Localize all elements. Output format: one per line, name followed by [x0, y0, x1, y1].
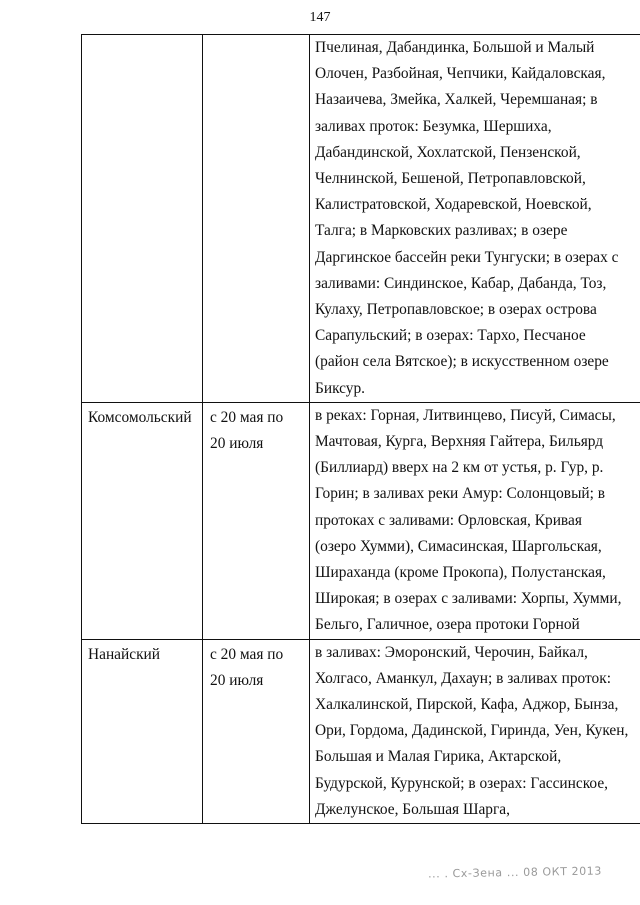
water-bodies-line: Мачтовая, Курга, Верхняя Гайтера, Бильярд	[315, 433, 604, 451]
table-row	[82, 402, 640, 639]
water-bodies-line: заливах проток: Безумка, Шершиха,	[315, 117, 552, 135]
district-cell	[82, 639, 203, 823]
registration-stamp: ... . Сх-Зена ... 08 ОКТ 2013	[427, 864, 603, 881]
water-bodies-line: Холгасо, Аманкул, Дахаун; в заливах проток:	[315, 669, 611, 687]
district-cell	[82, 402, 203, 639]
water-bodies-line: Калистратовской, Ходаревской, Ноевской,	[315, 196, 592, 214]
period-cell	[203, 35, 310, 403]
table-row	[82, 35, 640, 403]
water-bodies-line: Бельго, Галичное, озера протоки Горной	[315, 616, 580, 634]
period-cell	[203, 402, 310, 639]
water-bodies-line: (Биллиард) вверх на 2 км от устья, р. Гур, р.	[315, 459, 604, 477]
period-line: с 20 мая по	[210, 408, 284, 426]
water-bodies-line: Сарапульский; в озерах: Тархо, Песчаное	[315, 327, 586, 345]
water-bodies-line: заливами: Синдинское, Кабар, Дабанда, Тоз,	[315, 274, 607, 292]
table-row	[82, 639, 640, 823]
water-bodies-line: Олочен, Разбойная, Чепчики, Кайдаловская,	[315, 65, 606, 83]
water-bodies-line: Горин; в заливах реки Амур: Солонцовый; в	[315, 485, 606, 503]
water-bodies-line: Биксур.	[315, 379, 366, 397]
water-bodies-line: Большая и Малая Гирика, Актарской,	[315, 748, 562, 766]
table-body	[82, 35, 640, 824]
regulation-table	[81, 34, 640, 824]
period-line: с 20 мая по	[210, 645, 284, 663]
water-bodies-line: Пчелиная, Дабандинка, Большой и Малый	[315, 39, 595, 56]
water-bodies-line: (район села Вятское); в искусственном озере	[315, 353, 609, 371]
water-bodies-line: Дабандинской, Хохлатской, Пензенской,	[315, 143, 581, 161]
water-bodies-line: Шираханда (кроме Прокопа), Полустанская,	[315, 564, 606, 582]
water-bodies-line: Джелунское, Большая Шарга,	[315, 800, 510, 818]
water-bodies-line: Широкая; в озерах с заливами: Хорпы, Хумми,	[315, 590, 622, 608]
water-bodies-line: Будурской, Курунской; в озерах: Гассинское,	[315, 774, 608, 792]
water-bodies-line: Халкалинской, Пирской, Кафа, Аджор, Бынза,	[315, 696, 619, 714]
water-bodies-line: протоках с заливами: Орловская, Кривая	[315, 511, 582, 529]
water-bodies-line: Челнинской, Бешеной, Петропавловской,	[315, 170, 586, 188]
water-bodies-line: Кулаху, Петропавловское; в озерах острова	[315, 301, 597, 319]
water-bodies-line: Даргинское бассейн реки Тунгуски; в озерах с	[315, 248, 619, 266]
page-number: 147	[309, 10, 331, 25]
water-bodies-line: Талга; в Марковских разливах; в озере	[315, 222, 568, 240]
district-name: Комсомольский	[88, 408, 192, 426]
period-line: 20 июля	[210, 671, 264, 689]
water-bodies-cell	[310, 402, 640, 639]
water-bodies-line: (озеро Хумми), Симасинская, Шаргольская,	[315, 537, 602, 555]
water-bodies-cell	[310, 35, 640, 403]
water-bodies-line: Ори, Гордома, Дадинской, Гиринда, Уен, Кукен,	[315, 722, 629, 740]
water-bodies-cell	[310, 639, 640, 823]
water-bodies-line: в заливах: Эморонский, Черочин, Байкал,	[315, 643, 588, 661]
water-bodies-line: в реках: Горная, Литвинцево, Писуй, Симасы,	[315, 406, 616, 424]
district-cell	[82, 35, 203, 403]
period-cell	[203, 639, 310, 823]
district-name: Нанайский	[88, 645, 161, 663]
water-bodies-line: Назаичева, Змейка, Халкей, Черемшаная; в	[315, 91, 598, 109]
period-line: 20 июля	[210, 435, 264, 453]
